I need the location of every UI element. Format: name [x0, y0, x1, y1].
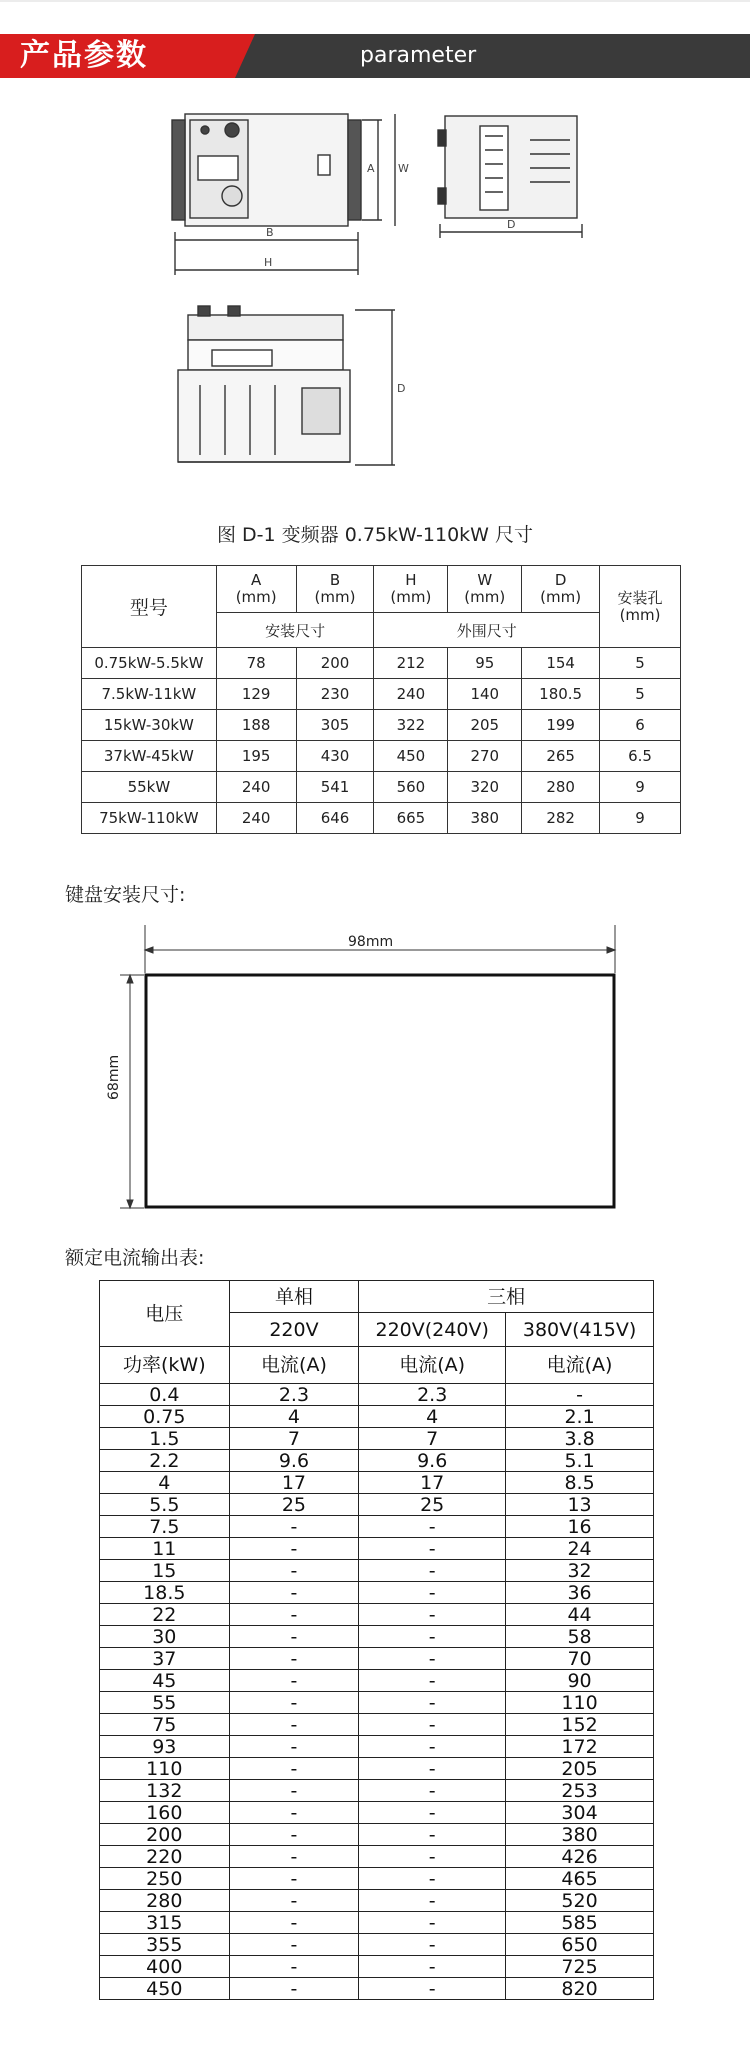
cell-single: 9.6 — [229, 1450, 359, 1472]
cell-single: 25 — [229, 1494, 359, 1516]
cell-h: 560 — [374, 772, 448, 803]
cell-power: 450 — [100, 1978, 230, 2000]
cell-model: 75kW-110kW — [82, 803, 217, 834]
cell-three-high: 5.1 — [506, 1450, 654, 1472]
table-row — [82, 679, 681, 710]
table-row — [100, 1670, 654, 1692]
table-row — [82, 741, 681, 772]
cell-single: - — [229, 1516, 359, 1538]
cell-d: 180.5 — [522, 679, 600, 710]
cell-three-high: 205 — [506, 1758, 654, 1780]
cell-a: 78 — [216, 648, 296, 679]
table-row — [100, 1890, 654, 1912]
cell-three-high: 36 — [506, 1582, 654, 1604]
cell-three-high: 24 — [506, 1538, 654, 1560]
power-header: 功率(kW) — [100, 1347, 230, 1384]
label-H: H — [264, 256, 273, 269]
table-row — [100, 1912, 654, 1934]
cell-w: 205 — [448, 710, 522, 741]
cell-three-high: 152 — [506, 1714, 654, 1736]
cell-power: 45 — [100, 1670, 230, 1692]
table-row — [100, 1868, 654, 1890]
table-row — [100, 1956, 654, 1978]
cell-three-low: - — [359, 1538, 506, 1560]
cell-h: 450 — [374, 741, 448, 772]
cell-power: 15 — [100, 1560, 230, 1582]
table-row — [100, 1934, 654, 1956]
table-row — [100, 1604, 654, 1626]
table-row — [100, 1692, 654, 1714]
cell-single: - — [229, 1604, 359, 1626]
col-header-B: B (mm) — [296, 566, 374, 613]
cell-power: 400 — [100, 1956, 230, 1978]
cell-h: 212 — [374, 648, 448, 679]
top-divider — [0, 0, 750, 2]
label-D-bottom: D — [397, 382, 406, 395]
cell-power: 280 — [100, 1890, 230, 1912]
col-header-D: D (mm) — [522, 566, 600, 613]
cell-h: 665 — [374, 803, 448, 834]
cell-single: - — [229, 1714, 359, 1736]
cell-power: 93 — [100, 1736, 230, 1758]
cell-single: - — [229, 1736, 359, 1758]
cell-power: 22 — [100, 1604, 230, 1626]
cell-three-high: 70 — [506, 1648, 654, 1670]
banner-title: 产品参数 — [20, 38, 148, 73]
current-header-single: 电流(A) — [229, 1347, 359, 1384]
cell-power: 0.75 — [100, 1406, 230, 1428]
cell-three-high: 32 — [506, 1560, 654, 1582]
cell-h: 322 — [374, 710, 448, 741]
cell-power: 110 — [100, 1758, 230, 1780]
label-B: B — [266, 226, 274, 239]
cell-three-low: 7 — [359, 1428, 506, 1450]
cell-three-low: - — [359, 1648, 506, 1670]
cell-three-low: - — [359, 1978, 506, 2000]
cell-three-low: 9.6 — [359, 1450, 506, 1472]
table-row — [100, 1428, 654, 1450]
cell-three-low: - — [359, 1670, 506, 1692]
front-view-drawing — [172, 114, 395, 275]
label-D-side: D — [507, 218, 516, 231]
cell-model: 15kW-30kW — [82, 710, 217, 741]
cell-b: 541 — [296, 772, 374, 803]
label-W: W — [398, 162, 409, 175]
table-row — [82, 710, 681, 741]
cell-three-low: 25 — [359, 1494, 506, 1516]
cell-three-high: 110 — [506, 1692, 654, 1714]
cell-three-high: 585 — [506, 1912, 654, 1934]
table-row — [82, 803, 681, 834]
cell-single: - — [229, 1912, 359, 1934]
table-row — [100, 1384, 654, 1406]
cell-three-low: - — [359, 1758, 506, 1780]
cell-single: - — [229, 1582, 359, 1604]
cell-power: 0.4 — [100, 1384, 230, 1406]
single-phase-header: 单相 — [229, 1281, 359, 1313]
cell-power: 30 — [100, 1626, 230, 1648]
table-row — [100, 1802, 654, 1824]
cell-model: 7.5kW-11kW — [82, 679, 217, 710]
col-header-A: A (mm) — [216, 566, 296, 613]
keyboard-mount-drawing — [100, 915, 640, 1215]
cell-three-low: - — [359, 1560, 506, 1582]
cell-w: 380 — [448, 803, 522, 834]
cell-three-high: - — [506, 1384, 654, 1406]
cell-power: 200 — [100, 1824, 230, 1846]
cell-single: - — [229, 1692, 359, 1714]
cell-power: 18.5 — [100, 1582, 230, 1604]
cell-single: - — [229, 1824, 359, 1846]
table-row — [100, 1494, 654, 1516]
cell-power: 355 — [100, 1934, 230, 1956]
cell-three-high: 58 — [506, 1626, 654, 1648]
cell-power: 250 — [100, 1868, 230, 1890]
cell-single: - — [229, 1538, 359, 1560]
cell-hole: 9 — [600, 772, 681, 803]
cell-power: 75 — [100, 1714, 230, 1736]
cell-three-high: 820 — [506, 1978, 654, 2000]
cell-three-low: - — [359, 1824, 506, 1846]
voltage-header: 电压 — [100, 1281, 230, 1347]
table-row — [100, 1472, 654, 1494]
group-outer-size: 外围尺寸 — [374, 613, 600, 648]
cell-single: 2.3 — [229, 1384, 359, 1406]
cell-power: 37 — [100, 1648, 230, 1670]
cell-single: - — [229, 1758, 359, 1780]
cell-three-low: 2.3 — [359, 1384, 506, 1406]
cell-power: 1.5 — [100, 1428, 230, 1450]
cell-power: 5.5 — [100, 1494, 230, 1516]
table-row — [100, 1450, 654, 1472]
cell-three-high: 8.5 — [506, 1472, 654, 1494]
cell-three-low: - — [359, 1626, 506, 1648]
cell-three-low: - — [359, 1516, 506, 1538]
cell-hole: 9 — [600, 803, 681, 834]
cell-d: 280 — [522, 772, 600, 803]
col-header-H: H (mm) — [374, 566, 448, 613]
model-header: 型号 — [82, 566, 217, 648]
cell-three-low: - — [359, 1890, 506, 1912]
cell-three-low: - — [359, 1912, 506, 1934]
cell-three-low: - — [359, 1934, 506, 1956]
cell-d: 199 — [522, 710, 600, 741]
cell-power: 4 — [100, 1472, 230, 1494]
cell-three-low: - — [359, 1802, 506, 1824]
cell-power: 220 — [100, 1846, 230, 1868]
cell-single: 7 — [229, 1428, 359, 1450]
cell-hole: 6 — [600, 710, 681, 741]
cell-b: 230 — [296, 679, 374, 710]
cell-single: - — [229, 1626, 359, 1648]
cell-model: 55kW — [82, 772, 217, 803]
cell-a: 129 — [216, 679, 296, 710]
cell-w: 270 — [448, 741, 522, 772]
cell-single: - — [229, 1670, 359, 1692]
cell-three-high: 3.8 — [506, 1428, 654, 1450]
label-A: A — [367, 162, 375, 175]
cell-three-high: 13 — [506, 1494, 654, 1516]
cell-three-low: - — [359, 1736, 506, 1758]
cell-three-low: 4 — [359, 1406, 506, 1428]
three-phase-header: 三相 — [359, 1281, 654, 1313]
cell-single: 17 — [229, 1472, 359, 1494]
cell-single: - — [229, 1846, 359, 1868]
cell-hole: 6.5 — [600, 741, 681, 772]
voltage-three-low: 220V(240V) — [359, 1313, 506, 1347]
keyboard-width-label: 98mm — [348, 934, 394, 950]
cell-a: 195 — [216, 741, 296, 772]
cell-power: 160 — [100, 1802, 230, 1824]
banner-subtitle: parameter — [360, 43, 477, 68]
cell-power: 7.5 — [100, 1516, 230, 1538]
cell-w: 140 — [448, 679, 522, 710]
cell-power: 55 — [100, 1692, 230, 1714]
mount-hole-header: 安装孔 (mm) — [600, 566, 681, 648]
cell-three-low: - — [359, 1582, 506, 1604]
table-row — [100, 1714, 654, 1736]
cell-three-low: - — [359, 1692, 506, 1714]
inverter-dimension-drawings — [0, 100, 750, 500]
cell-b: 200 — [296, 648, 374, 679]
table-row — [100, 1538, 654, 1560]
table-row — [100, 1626, 654, 1648]
cell-three-high: 380 — [506, 1824, 654, 1846]
cell-model: 37kW-45kW — [82, 741, 217, 772]
table-row — [100, 1824, 654, 1846]
cell-hole: 5 — [600, 679, 681, 710]
cell-single: - — [229, 1802, 359, 1824]
voltage-single: 220V — [229, 1313, 359, 1347]
cell-single: - — [229, 1956, 359, 1978]
cell-three-low: - — [359, 1956, 506, 1978]
table-row — [100, 1560, 654, 1582]
table-row — [100, 1516, 654, 1538]
rated-current-table — [99, 1280, 654, 2000]
cell-three-high: 426 — [506, 1846, 654, 1868]
cell-hole: 5 — [600, 648, 681, 679]
cell-three-high: 2.1 — [506, 1406, 654, 1428]
table-row — [100, 1846, 654, 1868]
current-header-three-high: 电流(A) — [506, 1347, 654, 1384]
table-row — [82, 772, 681, 803]
figure-caption: 图 D-1 变频器 0.75kW-110kW 尺寸 — [217, 524, 533, 546]
cell-d: 154 — [522, 648, 600, 679]
cell-d: 265 — [522, 741, 600, 772]
cell-a: 240 — [216, 803, 296, 834]
cell-three-high: 725 — [506, 1956, 654, 1978]
cell-h: 240 — [374, 679, 448, 710]
table-row — [82, 648, 681, 679]
group-install-size: 安装尺寸 — [216, 613, 374, 648]
cell-single: - — [229, 1890, 359, 1912]
cell-three-high: 253 — [506, 1780, 654, 1802]
cell-single: - — [229, 1560, 359, 1582]
cell-three-low: 17 — [359, 1472, 506, 1494]
cell-power: 132 — [100, 1780, 230, 1802]
cell-three-high: 520 — [506, 1890, 654, 1912]
cell-d: 282 — [522, 803, 600, 834]
cell-three-high: 16 — [506, 1516, 654, 1538]
bottom-view-drawing — [178, 306, 395, 465]
table-row — [100, 1582, 654, 1604]
keyboard-height-label: 68mm — [106, 1054, 122, 1100]
cell-a: 188 — [216, 710, 296, 741]
cell-three-low: - — [359, 1714, 506, 1736]
cell-single: - — [229, 1648, 359, 1670]
cell-three-high: 172 — [506, 1736, 654, 1758]
cell-three-high: 650 — [506, 1934, 654, 1956]
cell-single: - — [229, 1978, 359, 2000]
cell-b: 646 — [296, 803, 374, 834]
keyboard-section-label: 键盘安装尺寸: — [65, 884, 186, 906]
current-header-three-low: 电流(A) — [359, 1347, 506, 1384]
cell-three-low: - — [359, 1604, 506, 1626]
cell-b: 305 — [296, 710, 374, 741]
table-row — [100, 1758, 654, 1780]
keyboard-outline — [146, 975, 614, 1207]
table-row — [100, 1780, 654, 1802]
cell-a: 240 — [216, 772, 296, 803]
cell-power: 11 — [100, 1538, 230, 1560]
section-banner — [0, 34, 750, 78]
voltage-three-high: 380V(415V) — [506, 1313, 654, 1347]
table-row — [100, 1648, 654, 1670]
cell-w: 320 — [448, 772, 522, 803]
cell-single: - — [229, 1934, 359, 1956]
cell-three-high: 465 — [506, 1868, 654, 1890]
cell-three-low: - — [359, 1868, 506, 1890]
cell-single: 4 — [229, 1406, 359, 1428]
cell-w: 95 — [448, 648, 522, 679]
cell-model: 0.75kW-5.5kW — [82, 648, 217, 679]
dimension-table — [81, 565, 681, 834]
cell-power: 2.2 — [100, 1450, 230, 1472]
cell-three-high: 44 — [506, 1604, 654, 1626]
table-row — [100, 1978, 654, 2000]
cell-power: 315 — [100, 1912, 230, 1934]
cell-single: - — [229, 1868, 359, 1890]
cell-b: 430 — [296, 741, 374, 772]
banner-dark-band — [225, 34, 750, 78]
cell-single: - — [229, 1780, 359, 1802]
current-section-label: 额定电流输出表: — [65, 1247, 205, 1269]
table-row — [100, 1736, 654, 1758]
col-header-W: W (mm) — [448, 566, 522, 613]
cell-three-high: 90 — [506, 1670, 654, 1692]
table-row — [100, 1406, 654, 1428]
cell-three-low: - — [359, 1780, 506, 1802]
cell-three-high: 304 — [506, 1802, 654, 1824]
cell-three-low: - — [359, 1846, 506, 1868]
